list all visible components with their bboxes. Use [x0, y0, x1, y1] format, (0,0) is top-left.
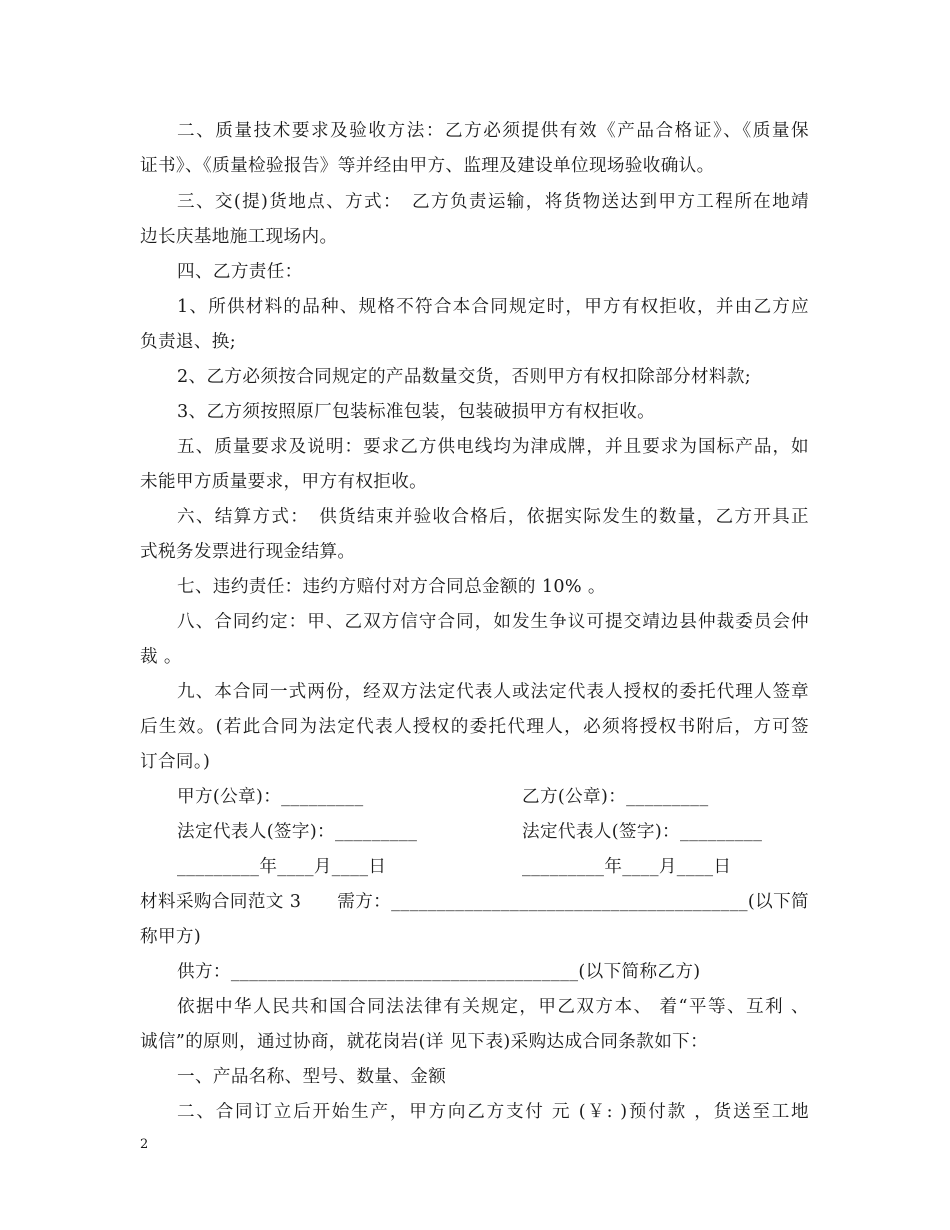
text-line: 证书》、《质量检验报告》等并经由甲方、监理及建设单位现场验收确认。 — [140, 156, 715, 176]
text-line: 裁 。 — [140, 647, 182, 667]
text-line: 称甲方) — [140, 927, 202, 947]
party-a-representative: 法定代表人(签字)：_________ — [177, 822, 418, 842]
text-line: 依据中华人民共和国合同法法律有关规定，甲乙双方本、 着“平等、互利 、 — [177, 997, 809, 1017]
text-line: 九、本合同一式两份，经双方法定代表人或法定代表人授权的委托代理人签章 — [177, 682, 809, 702]
text-line: 诚信”的原则，通过协商，就花岗岩(详 见下表)采购达成合同条款如下： — [140, 1032, 709, 1052]
text-line: 负责退、换; — [140, 332, 236, 352]
text-line: 二、质量技术要求及验收方法：乙方必须提供有效《产品合格证》、《质量保 — [177, 121, 809, 141]
text-line: 式税务发票进行现金结算。 — [140, 542, 356, 562]
party-a-date: _________年____月____日 — [177, 857, 387, 877]
text-line: 2、乙方必须按合同规定的产品数量交货，否则甲方有权扣除部分材料款; — [177, 367, 752, 387]
text-line: 1、所供材料的品种、规格不符合本合同规定时，甲方有权拒收，并由乙方应 — [177, 297, 809, 317]
party-a-seal: 甲方(公章)：_________ — [177, 787, 364, 807]
text-line: 供方：______________________________________(以下简称乙方) — [177, 962, 701, 982]
text-line: 边长庆基地施工现场内。 — [140, 227, 338, 247]
text-line: 订合同。) — [140, 752, 211, 772]
text-line: 四、乙方责任： — [177, 262, 303, 282]
text-line: 材料采购合同范文 3 需方：_______________________________________(以下简 — [140, 892, 809, 912]
text-line: 八、合同约定：甲、乙双方信守合同，如发生争议可提交靖边县仲裁委员会仲 — [177, 612, 809, 632]
text-line: 未能甲方质量要求，甲方有权拒收。 — [140, 472, 428, 492]
text-line: 3、乙方须按照原厂包装标准包装，包装破损甲方有权拒收。 — [177, 402, 656, 422]
text-line: 后生效。(若此合同为法定代表人授权的委托代理人，必须将授权书附后，方可签 — [140, 717, 809, 737]
text-line: 一、产品名称、型号、数量、金额 — [177, 1067, 447, 1087]
text-line: 二、合同订立后开始生产，甲方向乙方支付 元 (￥: )预付款 ，货送至工地 — [177, 1102, 809, 1122]
text-line: 三、交(提)货地点、方式： 乙方负责运输，将货物送达到甲方工程所在地靖 — [177, 192, 809, 212]
text-line: 六、结算方式： 供货结束并验收合格后，依据实际发生的数量，乙方开具正 — [177, 507, 809, 527]
party-b-seal: 乙方(公章)：_________ — [522, 787, 709, 807]
party-b-date: _________年____月____日 — [522, 857, 732, 877]
party-b-representative: 法定代表人(签字)：_________ — [522, 822, 763, 842]
text-line: 五、质量要求及说明：要求乙方供电线均为津成牌，并且要求为国标产品，如 — [177, 437, 809, 457]
page-number: 2 — [140, 1137, 149, 1152]
text-line: 七、违约责任：违约方赔付对方合同总金额的 10% 。 — [177, 577, 606, 597]
